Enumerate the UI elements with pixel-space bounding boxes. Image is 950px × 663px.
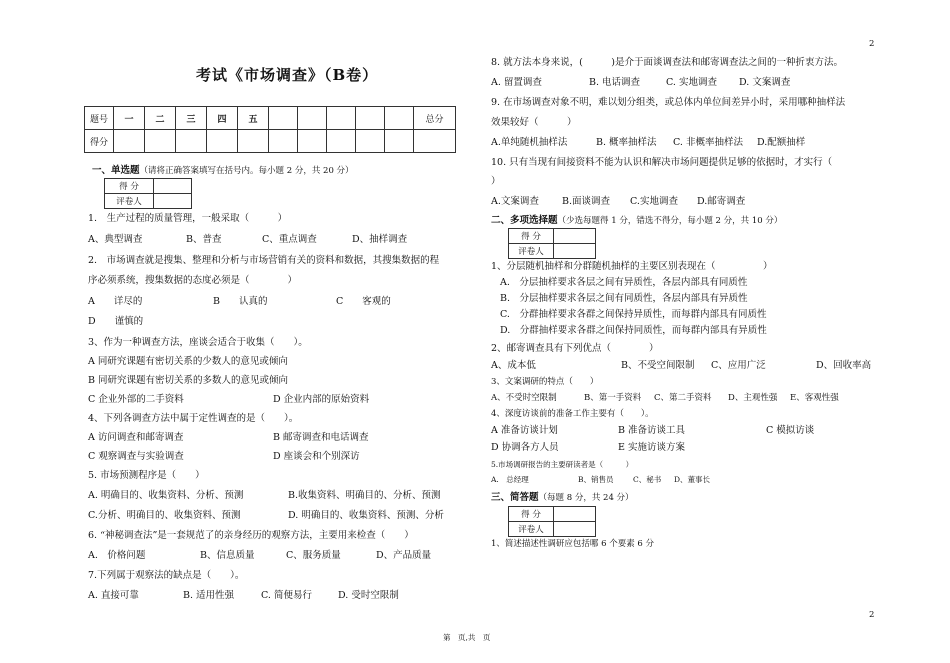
s1-q2-opt-a: A 详尽的 (88, 296, 143, 307)
section2-note: （少选每题得 1 分，错选不得分，每小题 2 分，共 10 分） (557, 216, 783, 226)
s1-q10-opt-b: B.面谈调查 (562, 196, 611, 207)
s1-q2-opt-d: D 谨慎的 (88, 316, 144, 327)
grader-name-label: 评卷人 (509, 244, 554, 259)
s2-q3-opt-c: C、第二手资料 (654, 393, 712, 403)
grader-box-3 (508, 506, 596, 537)
s1-q10-line1: 10. 只有当现有间接资料不能为认识和解决市场问题提供足够的依据时，才实行（ (491, 157, 833, 168)
s1-q7-opt-b: B. 适用性强 (183, 590, 235, 601)
s2-q3-opt-a: A、不受时空限制 (491, 393, 557, 403)
section1-note: （请将正确答案填写在括号内。每小题 2 分，共 20 分） (139, 166, 354, 176)
section1-heading: 一、单选题 (92, 165, 140, 176)
col-4: 四 (207, 107, 238, 130)
grader-score-label: 得 分 (509, 229, 554, 244)
s1-q2-line1: 2. 市场调查就是搜集、整理和分析与市场营销有关的资料和数据，其搜集数据的程 (88, 255, 440, 266)
s1-q10-line2: ） (491, 176, 501, 187)
s2-q1-opt-d: D. 分群抽样要求各群之间保持同质性，而每群内部具有异质性 (500, 325, 767, 336)
s1-q1-opt-d: D、抽样调查 (352, 234, 408, 245)
s1-q9-opt-a: A.单纯随机抽样法 (491, 137, 568, 148)
s2-q5-opt-b: B、销售员 (578, 475, 614, 484)
s1-q3-opt-d: D 企业内部的原始资料 (273, 394, 370, 405)
s2-q1: 1、分层随机抽样和分群随机抽样的主要区别表现在（ ） (491, 261, 773, 272)
col-3: 三 (176, 107, 207, 130)
s2-q5-opt-a: A. 总经理 (491, 475, 529, 484)
grader-name-label: 评卷人 (509, 522, 554, 537)
page-number-top: 2 (869, 39, 875, 49)
s2-q4-opt-b: B 准备访谈工具 (618, 425, 686, 436)
grader-box-1 (104, 178, 192, 209)
s1-q9-opt-d: D.配额抽样 (757, 137, 806, 148)
s1-q4-opt-c: C 观察调查与实验调查 (88, 451, 184, 462)
s1-q9-opt-c: C. 非概率抽样法 (673, 137, 743, 148)
section3-header (491, 491, 634, 504)
s1-q4-opt-b: B 邮寄调查和电话调查 (273, 432, 369, 443)
section2-heading: 二、多项选择题 (491, 215, 558, 226)
s1-q1-opt-a: A、典型调查 (88, 234, 143, 245)
col-5: 五 (238, 107, 269, 130)
grader-name-label: 评卷人 (105, 194, 154, 209)
s1-q8: 8. 就方法本身来说，( )是介于面谈调查法和邮寄调查法之间的一种折衷方法。 (491, 57, 843, 68)
s1-q1-opt-b: B、普查 (186, 234, 222, 245)
s1-q9-opt-b: B. 概率抽样法 (596, 137, 657, 148)
s1-q6-opt-d: D、产品质量 (376, 550, 432, 561)
s2-q4-opt-c: C 模拟访谈 (766, 425, 815, 436)
s1-q10-opt-d: D.邮寄调查 (697, 196, 746, 207)
s1-q4: 4、下列各调查方法中属于定性调查的是（ ）。 (88, 413, 299, 424)
s2-q3: 3、文案调研的特点（ ） (491, 377, 599, 387)
s1-q5-opt-b: B.收集资料、明确目的、分析、预测 (288, 490, 441, 501)
s2-q1-opt-c: C. 分群抽样要求各群之间保持异质性，而每群内部具有同质性 (500, 309, 767, 320)
section3-note: （每题 8 分，共 24 分） (538, 493, 634, 503)
s2-q2-opt-d: D、回收率高 (816, 360, 872, 371)
s1-q6-opt-c: C、服务质量 (286, 550, 341, 561)
s2-q2-opt-c: C、应用广泛 (711, 360, 766, 371)
s1-q10-opt-a: A.文案调查 (491, 196, 539, 207)
s1-q6-opt-a: A. 价格问题 (88, 550, 146, 561)
s2-q5-opt-c: C、秘书 (633, 475, 662, 484)
s1-q4-opt-a: A 访问调查和邮寄调查 (88, 432, 184, 443)
s1-q6-opt-b: B、信息质量 (200, 550, 255, 561)
s1-q7-opt-a: A. 直接可靠 (88, 590, 139, 601)
s2-q3-opt-d: D、主观性强 (728, 393, 778, 403)
s1-q5: 5. 市场预测程序是（ ） (88, 470, 205, 481)
s1-q7-opt-d: D. 受时空限制 (338, 590, 399, 601)
grader-score-label: 得 分 (105, 179, 154, 194)
s1-q6: 6. “神秘调查法”是一套规范了的亲身经历的观察方法，主要用来检查（ ） (88, 530, 414, 541)
page-number-bottom: 2 (869, 610, 875, 620)
page-footer: 第 页,共 页 (443, 633, 491, 642)
s1-q2-opt-b: B 认真的 (213, 296, 268, 307)
s1-q3-opt-c: C 企业外部的二手资料 (88, 394, 184, 405)
row-label-score: 得分 (85, 130, 114, 153)
exam-title: 考试《市场调查》（B卷） (196, 66, 379, 84)
s1-q8-opt-a: A. 留置调查 (491, 77, 542, 88)
s1-q5-opt-a: A. 明确目的、收集资料、分析、预测 (88, 490, 244, 501)
s1-q3-opt-b: B 同研究课题有密切关系的多数人的意见或倾向 (88, 375, 289, 386)
s1-q9-line2: 效果较好（ ） (491, 117, 577, 128)
s1-q3: 3、作为一种调查方法，座谈会适合于收集（ ）。 (88, 337, 308, 348)
section2-header (491, 214, 782, 227)
s3-q1: 1、简述描述性调研应包括哪 6 个要素 6 分 (491, 539, 655, 549)
s2-q4-opt-a: A 准备访谈计划 (491, 425, 558, 436)
s1-q8-opt-d: D. 文案调查 (739, 77, 791, 88)
s2-q5-opt-d: D、董事长 (674, 475, 711, 484)
s1-q2-line2: 序必须系统，搜集数据的态度必须是（ ） (88, 275, 298, 286)
grader-score-label: 得 分 (509, 507, 554, 522)
s2-q5: 5.市场调研报告的主要研读者是（ ） (491, 460, 634, 469)
section1-header (92, 164, 354, 177)
s1-q5-opt-c: C.分析、明确目的、收集资料、预测 (88, 510, 241, 521)
s1-q3-opt-a: A 同研究课题有密切关系的少数人的意见或倾向 (88, 356, 288, 367)
s2-q4-opt-d: D 协调各方人员 (491, 442, 559, 453)
score-table (84, 106, 456, 153)
s1-q7-opt-c: C. 简便易行 (261, 590, 312, 601)
s1-q5-opt-d: D. 明确目的、收集资料、预测、分析 (288, 510, 444, 521)
s1-q10-opt-c: C.实地调查 (630, 196, 678, 207)
col-1: 一 (114, 107, 145, 130)
row-label-number: 题号 (85, 107, 114, 130)
s2-q4-opt-e: E 实施访谈方案 (618, 442, 685, 453)
s1-q9-line1: 9. 在市场调查对象不明，难以划分组类，或总体内单位间差异小时，采用哪种抽样法 (491, 97, 846, 108)
total-label: 总分 (414, 107, 456, 130)
s1-q4-opt-d: D 座谈会和个别深访 (273, 451, 360, 462)
s1-q1: 1. 生产过程的质量管理，一般采取（ ） (88, 213, 288, 224)
s2-q3-opt-b: B、第一手资料 (584, 393, 642, 403)
s1-q1-opt-c: C、重点调查 (262, 234, 317, 245)
s2-q1-opt-a: A. 分层抽样要求各层之间有异质性，各层内部具有同质性 (500, 277, 748, 288)
s2-q1-opt-b: B. 分层抽样要求各层之间有同质性，各层内部具有异质性 (500, 293, 748, 304)
s1-q7: 7.下列属于观察法的缺点是（ ）。 (88, 570, 245, 581)
s2-q2: 2、邮寄调查具有下列优点（ ） (491, 343, 659, 354)
col-2: 二 (145, 107, 176, 130)
grader-box-2 (508, 228, 596, 259)
s2-q2-opt-b: B、不受空间限制 (621, 360, 695, 371)
s1-q8-opt-b: B. 电话调查 (589, 77, 641, 88)
s2-q4: 4、深度访谈前的准备工作主要有（ ）。 (491, 409, 654, 419)
s2-q3-opt-e: E、客观性强 (790, 393, 839, 403)
s1-q2-opt-c: C 客观的 (336, 296, 391, 307)
s1-q8-opt-c: C. 实地调查 (666, 77, 717, 88)
s2-q2-opt-a: A、成本低 (491, 360, 536, 371)
section3-heading: 三、简答题 (491, 492, 539, 503)
